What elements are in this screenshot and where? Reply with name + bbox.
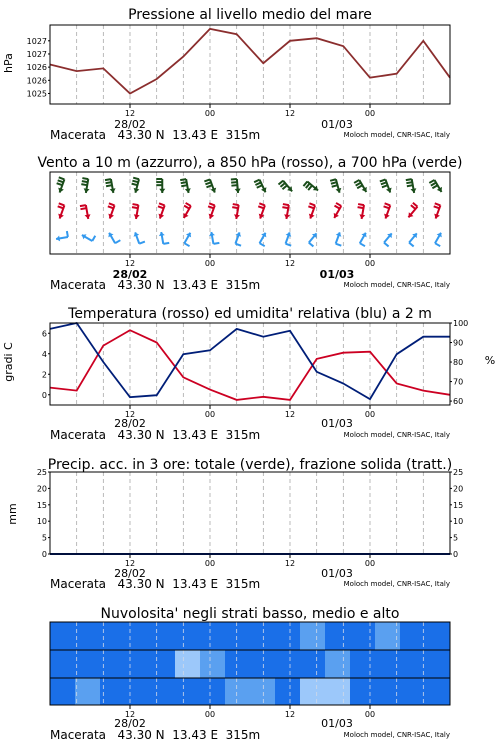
- cloud-panel: [50, 606, 451, 742]
- wind-10m-barb: [435, 233, 442, 246]
- wind-850-barb-feather: [336, 203, 341, 206]
- cloud-cell-basso: [250, 678, 276, 705]
- cloud-date-1: 28/02: [114, 717, 146, 730]
- y-tick-label-right: 25: [453, 468, 464, 477]
- wind-700-barb-feather: [380, 179, 386, 181]
- wind-700-barb-feather: [279, 181, 284, 185]
- wind-850-barb-feather: [80, 205, 86, 206]
- cloud-location-coords: 43.30 N 13.43 E 315m: [117, 728, 261, 742]
- wind-10m-barb-feather: [67, 231, 68, 237]
- x-tick-label: 00: [204, 109, 216, 118]
- cloud-model-credit: Moloch model, CNR-ISAC, Italy: [343, 731, 450, 739]
- cloud-cell-alto: [400, 622, 426, 650]
- wind-grid: [77, 172, 424, 254]
- wind-700-barb-feather: [332, 185, 338, 187]
- cloud-cell-medio: [100, 650, 126, 678]
- wind-10m-barb-feather: [163, 243, 169, 244]
- wind-700-barb-feather: [133, 178, 139, 180]
- cloud-cell-medio: [325, 650, 351, 678]
- wind-700-barb: [231, 179, 241, 193]
- wind-850-barb: [80, 205, 91, 219]
- cloud-cell-alto: [125, 622, 151, 650]
- precip-date-2: 01/03: [321, 567, 353, 580]
- cloud-cell-alto: [175, 622, 201, 650]
- cloud-cell-alto: [50, 622, 76, 650]
- wind-700-barb-feather: [180, 179, 186, 180]
- wind-location-name: Macerata: [50, 278, 107, 292]
- cloud-location-name: Macerata: [50, 728, 107, 742]
- temperature-model-credit: Moloch model, CNR-ISAC, Italy: [343, 431, 450, 439]
- wind-850-barb-feather: [58, 206, 64, 208]
- wind-850-barb-feather: [283, 204, 289, 205]
- cloud-cell-basso: [150, 678, 176, 705]
- wind-700-barb-feather: [381, 182, 387, 184]
- wind-850-barb-feather: [334, 206, 339, 209]
- x-tick-label: 00: [364, 259, 376, 268]
- x-tick-label: 12: [124, 559, 136, 568]
- cloud-cell-alto: [200, 622, 226, 650]
- y2-tick-label: 60: [453, 397, 464, 407]
- y2-tick-label: 70: [453, 377, 464, 387]
- wind-700-barb-feather: [206, 185, 212, 187]
- wind-850-barb: [308, 203, 315, 218]
- temperature-ylabel: gradi C: [2, 342, 15, 382]
- cloud-cell-medio: [250, 650, 276, 678]
- x-tick-label: 00: [204, 259, 216, 268]
- y-tick-label-right: 15: [453, 500, 464, 510]
- wind-850-barb-feather: [208, 206, 214, 208]
- wind-850-barb-feather: [184, 206, 189, 209]
- humidity-series-line: [50, 323, 450, 399]
- pressure-panel: [2, 7, 450, 142]
- x-tick-label: 00: [364, 559, 376, 568]
- precip-frame: [50, 472, 450, 554]
- wind-850-barb: [232, 204, 240, 219]
- precip-xticks: [125, 554, 375, 568]
- wind-700-barb-feather: [105, 179, 111, 180]
- wind-850-barb-feather: [384, 206, 390, 208]
- cloud-cell-medio: [275, 650, 301, 678]
- x-tick-label: 12: [284, 410, 296, 419]
- wind-700-barb: [303, 182, 318, 191]
- wind-850-barb-feather: [186, 203, 191, 206]
- wind-700-barb-feather: [431, 183, 436, 186]
- precip-model-credit: Moloch model, CNR-ISAC, Italy: [343, 580, 450, 588]
- cloud-cell-alto: [350, 622, 376, 650]
- wind-10m-barb: [260, 233, 267, 246]
- wind-model-credit: Moloch model, CNR-ISAC, Italy: [343, 281, 450, 289]
- wind-700-barb-feather: [181, 182, 187, 183]
- wind-10m-barb-feather: [235, 244, 241, 246]
- wind-title: Vento a 10 m (azzurro), a 850 hPa (rosso), a 700 hPa (verde): [37, 155, 463, 171]
- cloud-cell-medio: [225, 650, 251, 678]
- wind-850-barb: [183, 203, 190, 218]
- temperature-date-1: 28/02: [114, 417, 146, 430]
- pressure-date-2: 01/03: [321, 118, 353, 131]
- cloud-cell-basso: [225, 678, 251, 705]
- wind-700-barb-feather: [303, 182, 307, 187]
- x-tick-label: 12: [284, 710, 296, 719]
- wind-850-barb-feather: [158, 206, 164, 208]
- y-tick-label: 25: [36, 468, 47, 477]
- wind-xticks: [125, 254, 375, 268]
- pressure-location-coords: 43.30 N 13.43 E 315m: [117, 128, 261, 142]
- precip-date-1: 28/02: [114, 567, 146, 580]
- y2-tick-label: 80: [453, 358, 464, 368]
- wind-700-barb-feather: [82, 181, 88, 182]
- wind-10m-barb-head: [209, 232, 215, 236]
- wind-700-barb: [180, 179, 191, 193]
- y-tick-label-right: 10: [453, 517, 464, 527]
- wind-700-barb-feather: [357, 185, 362, 188]
- wind-date-2: 01/03: [319, 268, 355, 281]
- y2-tick-label: 90: [453, 338, 464, 348]
- cloud-cell-alto: [300, 622, 326, 650]
- cloud-cell-basso: [200, 678, 226, 705]
- wind-850-barb: [358, 204, 366, 219]
- cloud-cell-alto: [75, 622, 101, 650]
- wind-850-barb: [208, 203, 215, 218]
- y-tick-label-right: 0: [453, 550, 459, 559]
- y-tick-label: 1027: [26, 49, 47, 59]
- precip-location-coords: 43.30 N 13.43 E 315m: [117, 577, 261, 591]
- wind-location-coords: 43.30 N 13.43 E 315m: [117, 278, 261, 292]
- cloud-cell-medio: [300, 650, 326, 678]
- pressure-yticks: [27, 37, 50, 99]
- precip-yticks: [37, 468, 50, 559]
- y-tick-label: 4: [41, 349, 47, 359]
- wind-850-barb-feather: [109, 203, 115, 205]
- wind-850-barb: [282, 204, 290, 219]
- wind-850-barb-feather: [413, 203, 418, 207]
- wind-700-barb: [254, 180, 266, 193]
- wind-850-barb-feather: [209, 203, 215, 205]
- cloud-cell-basso: [75, 678, 101, 705]
- x-tick-label: 12: [124, 710, 136, 719]
- y-tick-label: 6: [41, 329, 47, 339]
- wind-850-barb: [408, 203, 417, 218]
- x-tick-label: 00: [364, 109, 376, 118]
- wind-700-barb-feather: [407, 185, 413, 186]
- pressure-date-1: 28/02: [114, 118, 146, 131]
- wind-850-barb-feather: [435, 203, 441, 205]
- wind-10m-barb: [384, 233, 392, 246]
- wind-700-barb-feather: [356, 183, 361, 186]
- wind-700-barb-feather: [331, 182, 337, 184]
- y2-tick-label: 100: [453, 319, 469, 328]
- cloud-cell-basso: [175, 678, 201, 705]
- humidity-yticks: [450, 319, 468, 406]
- wind-10m-barb: [134, 232, 145, 243]
- wind-850-barb: [132, 204, 140, 219]
- wind-barbs: [56, 177, 442, 246]
- wind-10m-barb: [409, 233, 417, 246]
- wind-700-barb-feather: [132, 181, 138, 183]
- wind-700-barb: [429, 180, 442, 192]
- y-tick-label: 0: [41, 390, 47, 400]
- precip-grid: [77, 472, 424, 554]
- wind-10m-barb: [82, 234, 95, 241]
- wind-10m-barb: [108, 233, 120, 243]
- cloud-cells: [50, 622, 451, 705]
- cloud-cell-medio: [400, 650, 426, 678]
- cloud-title: Nuvolosita' negli strati basso, medio e alto: [100, 606, 400, 622]
- temperature-grid: [77, 323, 424, 405]
- wind-850-barb-feather: [434, 206, 440, 208]
- cloud-cell-medio: [425, 650, 451, 678]
- wind-700-barb-feather: [231, 185, 237, 186]
- cloud-cell-medio: [200, 650, 226, 678]
- temperature-date-2: 01/03: [321, 417, 353, 430]
- precip-yticks-right: [450, 468, 463, 559]
- wind-700-barb-feather: [82, 178, 88, 179]
- wind-850-barb-feather: [308, 206, 314, 208]
- pressure-series-line: [50, 29, 450, 94]
- y-tick-label: 5: [41, 533, 47, 543]
- wind-700-barb: [330, 179, 341, 193]
- cloud-cell-alto: [275, 622, 301, 650]
- pressure-location-name: Macerata: [50, 128, 107, 142]
- x-tick-label: 00: [364, 710, 376, 719]
- precip-ylabel: mm: [6, 503, 19, 525]
- x-tick-label: 00: [204, 559, 216, 568]
- wind-10m-barb: [336, 232, 342, 245]
- pressure-model-credit: Moloch model, CNR-ISAC, Italy: [343, 131, 450, 139]
- wind-850-barb: [58, 203, 65, 218]
- wind-10m-barb: [159, 232, 169, 244]
- wind-10m-barb: [235, 232, 241, 245]
- wind-700-barb-feather: [231, 182, 237, 183]
- wind-10m-barb: [309, 233, 317, 246]
- pressure-ylabel: hPa: [2, 53, 15, 73]
- x-tick-label: 12: [124, 410, 136, 419]
- cloud-cell-medio: [150, 650, 176, 678]
- cloud-date-2: 01/03: [321, 717, 353, 730]
- cloud-cell-basso: [300, 678, 326, 705]
- wind-700-barb-feather: [406, 182, 412, 183]
- temperature-yticks: [42, 329, 50, 400]
- wind-10m-barb-feather: [360, 243, 365, 246]
- wind-10m-barb-feather: [435, 243, 440, 246]
- wind-700-barb-feather: [280, 183, 285, 187]
- cloud-cell-alto: [100, 622, 126, 650]
- wind-700-barb-head: [235, 189, 241, 193]
- wind-700-barb-feather: [282, 185, 287, 189]
- cloud-cell-medio: [125, 650, 151, 678]
- wind-850-barb-feather: [309, 203, 315, 205]
- y-tick-label: 1025: [26, 89, 47, 99]
- cloud-location: [50, 728, 260, 742]
- wind-10m-barb-feather: [115, 240, 120, 243]
- wind-700-barb: [105, 179, 116, 193]
- wind-700-barb-feather: [106, 185, 112, 186]
- wind-700-barb-feather: [59, 177, 65, 179]
- wind-10m-barb-feather: [139, 242, 145, 244]
- wind-700-barb-feather: [254, 180, 259, 183]
- cloud-cell-basso: [125, 678, 151, 705]
- cloud-cell-basso: [275, 678, 301, 705]
- wind-frame: [50, 172, 450, 254]
- wind-850-barb-feather: [133, 204, 139, 205]
- cloud-cell-basso: [425, 678, 451, 705]
- y-tick-label: 1026: [26, 63, 47, 73]
- wind-10m-barb-feather: [260, 243, 265, 246]
- wind-850-barb-feather: [132, 207, 138, 208]
- wind-700-barb-feather: [382, 185, 388, 187]
- cloud-cell-basso: [400, 678, 426, 705]
- pressure-title: Pressione al livello medio del mare: [128, 7, 372, 23]
- wind-700-barb: [354, 180, 367, 192]
- cloud-cell-medio: [50, 650, 76, 678]
- wind-date-1: 28/02: [112, 268, 148, 281]
- wind-location: [50, 278, 260, 292]
- pressure-location: [50, 128, 260, 142]
- pressure-frame: [50, 25, 450, 104]
- wind-10m-barb: [56, 231, 68, 241]
- cloud-cell-medio: [75, 650, 101, 678]
- wind-10m-barb: [209, 232, 219, 244]
- wind-10m-barb: [184, 233, 191, 246]
- wind-700-barb-feather: [57, 183, 63, 185]
- cloud-cell-alto: [225, 622, 251, 650]
- x-tick-label: 00: [204, 710, 216, 719]
- wind-850-barb: [158, 203, 165, 218]
- cloud-cell-alto: [425, 622, 451, 650]
- wind-700-barb-feather: [205, 182, 211, 184]
- cloud-cell-alto: [150, 622, 176, 650]
- wind-700-barb-feather: [81, 184, 87, 185]
- wind-850-barb: [384, 203, 391, 218]
- wind-700-barb-feather: [354, 180, 359, 183]
- y-tick-label: 20: [36, 484, 47, 494]
- cloud-cell-basso: [350, 678, 376, 705]
- wind-850-barb-feather: [259, 203, 265, 205]
- wind-700-barb-feather: [306, 183, 310, 188]
- x-tick-label: 12: [284, 559, 296, 568]
- wind-700-barb-feather: [231, 179, 237, 180]
- wind-700-barb-feather: [181, 185, 187, 186]
- wind-700-barb: [81, 178, 89, 193]
- wind-850-barb-feather: [358, 207, 364, 208]
- wind-700-barb-feather: [429, 180, 434, 183]
- wind-850-barb: [434, 203, 441, 218]
- wind-10m-barb-feather: [184, 243, 189, 246]
- wind-850-barb-feather: [59, 203, 65, 205]
- wind-850-barb-feather: [80, 208, 86, 209]
- precip-location-name: Macerata: [50, 577, 107, 591]
- wind-10m-barb-feather: [409, 243, 414, 247]
- wind-700-barb-feather: [204, 179, 210, 181]
- wind-700-barb-feather: [432, 185, 437, 188]
- precip-title: Precip. acc. in 3 ore: totale (verde), frazione solida (tratt.): [47, 457, 453, 473]
- x-tick-label: 00: [364, 410, 376, 419]
- wind-700-barb: [57, 177, 65, 192]
- wind-10m-barb-feather: [309, 243, 314, 247]
- pressure-xticks: [125, 104, 375, 118]
- y-tick-label: 1026: [26, 76, 47, 86]
- wind-850-barb: [108, 203, 115, 218]
- humidity-ylabel: %: [484, 354, 496, 367]
- y-tick-label: 0: [41, 550, 47, 559]
- cloud-cell-basso: [50, 678, 76, 705]
- cloud-cell-alto: [325, 622, 351, 650]
- wind-700-barb: [204, 179, 216, 192]
- temperature-panel: [2, 306, 495, 442]
- wind-850-barb: [258, 203, 265, 218]
- y-tick-label: 2: [41, 370, 47, 380]
- wind-850-barb-feather: [282, 207, 288, 208]
- wind-850-barb-feather: [358, 204, 364, 205]
- wind-700-barb-feather: [255, 182, 260, 185]
- precip-panel: [6, 457, 463, 591]
- wind-10m-barb-head: [56, 235, 60, 241]
- wind-10m-barb-feather: [92, 236, 95, 241]
- precip-location: [50, 577, 260, 591]
- wind-700-barb-feather: [330, 179, 336, 181]
- temperature-location: [50, 428, 260, 442]
- y-tick-label: 15: [36, 500, 47, 510]
- wind-700-barb-feather: [132, 184, 138, 186]
- temperature-title: Temperatura (rosso) ed umidita' relativa (blu) a 2 m: [68, 306, 432, 322]
- wind-700-barb-feather: [257, 185, 262, 188]
- x-tick-label: 12: [284, 109, 296, 118]
- temperature-location-name: Macerata: [50, 428, 107, 442]
- temperature-location-coords: 43.30 N 13.43 E 315m: [117, 428, 261, 442]
- x-tick-label: 12: [124, 109, 136, 118]
- wind-850-barb-feather: [411, 205, 416, 209]
- wind-850-barb-feather: [159, 203, 165, 205]
- x-tick-label: 12: [284, 259, 296, 268]
- cloud-cell-medio: [175, 650, 201, 678]
- x-tick-label: 00: [204, 410, 216, 419]
- cloud-cell-medio: [350, 650, 376, 678]
- wind-850-barb-feather: [108, 206, 114, 208]
- y-tick-label-right: 20: [453, 484, 464, 494]
- wind-850-barb-feather: [233, 204, 239, 205]
- wind-850-barb-feather: [232, 207, 238, 208]
- wind-700-barb-feather: [308, 185, 312, 190]
- cloud-cell-alto: [250, 622, 276, 650]
- y-tick-label-right: 5: [453, 533, 459, 543]
- y-tick-label: 1027: [26, 36, 47, 46]
- wind-10m-barb-feather: [384, 243, 389, 247]
- wind-10m-barb-feather: [336, 244, 342, 246]
- wind-700-barb-feather: [406, 179, 412, 180]
- wind-700-barb-feather: [106, 182, 112, 183]
- cloud-cell-basso: [325, 678, 351, 705]
- wind-700-barb-head: [159, 189, 165, 193]
- wind-10m-barb-head: [159, 232, 165, 236]
- wind-700-barb: [156, 179, 165, 193]
- wind-850-barb: [334, 203, 341, 218]
- wind-850-barb-feather: [385, 203, 391, 205]
- x-tick-label: 12: [124, 259, 136, 268]
- wind-10m-barb: [360, 233, 367, 246]
- wind-10m-barb-feather: [213, 243, 219, 244]
- cloud-cell-basso: [100, 678, 126, 705]
- wind-850-barb-feather: [258, 206, 264, 208]
- wind-700-barb: [132, 178, 140, 193]
- wind-700-barb-feather: [58, 180, 64, 182]
- y-tick-label: 10: [36, 517, 47, 527]
- wind-700-barb: [380, 179, 392, 192]
- wind-panel: [37, 155, 462, 292]
- wind-700-barb: [406, 179, 417, 193]
